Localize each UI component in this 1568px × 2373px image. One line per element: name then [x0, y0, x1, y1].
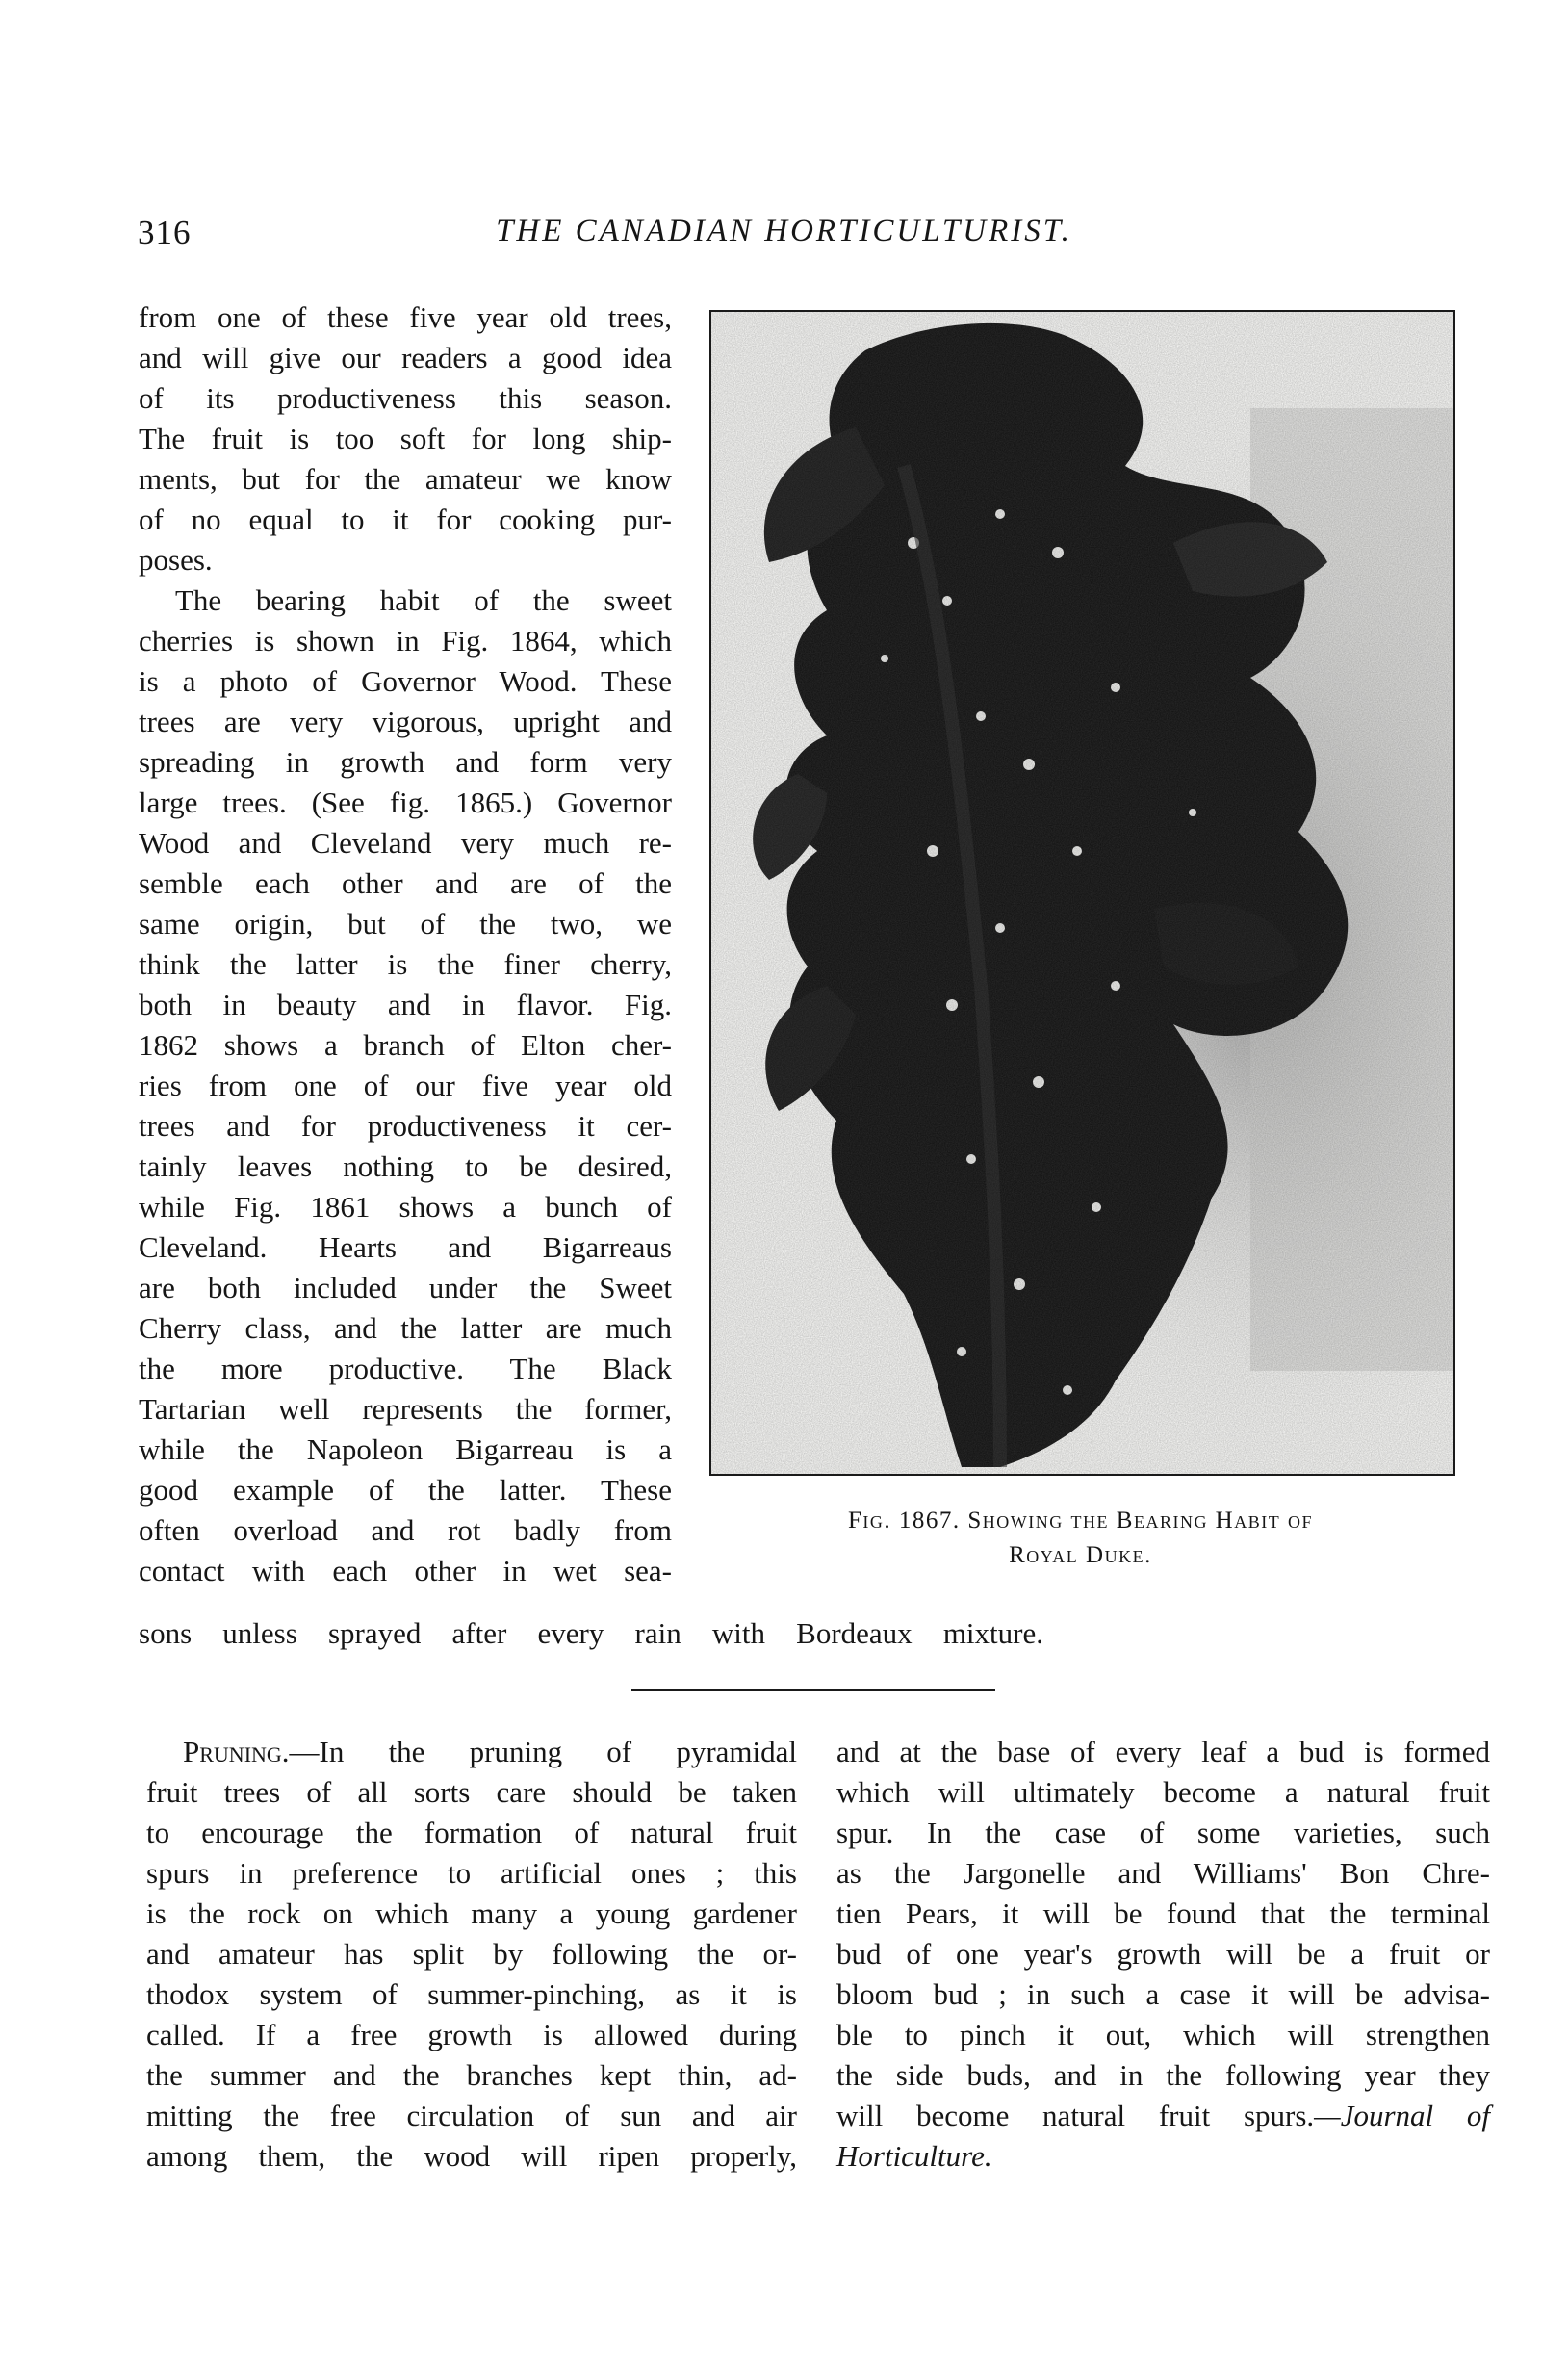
- text-line: same origin, but of the two, we: [139, 907, 672, 941]
- text-line: which will ultimately become a natural fruit: [836, 1775, 1490, 1809]
- text-line: while the Napoleon Bigarreau is a: [139, 1432, 672, 1466]
- text-line: Tartarian well represents the former,: [139, 1392, 672, 1426]
- text-line: think the latter is the finer cherry,: [139, 947, 672, 981]
- text-line: tien Pears, it will be found that the terminal: [836, 1896, 1490, 1930]
- text-line: often overload and rot badly from: [139, 1513, 672, 1547]
- text-line: spurs in preference to artificial ones ; this: [146, 1856, 797, 1890]
- page-number: 316: [138, 214, 192, 251]
- text-line: of its productiveness this season.: [139, 381, 672, 415]
- pruning-heading: Pruning.: [183, 1735, 290, 1768]
- figure-caption: [709, 1504, 1452, 1538]
- text-line: cherries is shown in Fig. 1864, which: [139, 624, 672, 658]
- text-line: to encourage the formation of natural fruit: [146, 1816, 797, 1849]
- text-line: as the Jargonelle and Williams' Bon Chre-: [836, 1856, 1490, 1890]
- text-line: among them, the wood will ripen properly,: [146, 2139, 797, 2173]
- text-line: the side buds, and in the following year they: [836, 2058, 1490, 2092]
- paragraph-first-line: The bearing habit of the sweet: [175, 583, 672, 617]
- full-width-line: sons unless sprayed after every rain with Bordeaux mixture.: [139, 1616, 1043, 1650]
- text-line: while Fig. 1861 shows a bunch of: [139, 1190, 672, 1224]
- text-line: poses.: [139, 543, 213, 577]
- text-line: [836, 2096, 1490, 2136]
- paragraph-first-line: [183, 1732, 797, 1772]
- text-line: Cleveland. Hearts and Bigarreaus: [139, 1230, 672, 1264]
- text-line: and will give our readers a good idea: [139, 341, 672, 374]
- caption-line-2: Royal Duke.: [1009, 1542, 1152, 1568]
- text-line: spur. In the case of some varieties, such: [836, 1816, 1490, 1849]
- text-line: called. If a free growth is allowed during: [146, 2018, 797, 2051]
- section-divider: [631, 1689, 995, 1691]
- text-line: is the rock on which many a young gardener: [146, 1896, 797, 1930]
- text-line: the summer and the branches kept thin, ad-: [146, 2058, 797, 2092]
- figure-photo: [709, 310, 1455, 1476]
- text-line: trees are very vigorous, upright and: [139, 705, 672, 738]
- source-citation: —Journal of: [1314, 2099, 1490, 2132]
- text-line: spreading in growth and form very: [139, 745, 672, 779]
- text-line: Wood and Cleveland very much re-: [139, 826, 672, 860]
- text-line: is a photo of Governor Wood. These: [139, 664, 672, 698]
- text-line: —In the pruning of pyramidal: [289, 1735, 797, 1768]
- text-line: ments, but for the amateur we know: [139, 462, 672, 496]
- text-line: from one of these five year old trees,: [139, 300, 672, 334]
- text-line: ble to pinch it out, which will strengthen: [836, 2018, 1490, 2051]
- running-title: THE CANADIAN HORTICULTURIST.: [496, 214, 1072, 248]
- text-line: mitting the free circulation of sun and air: [146, 2099, 797, 2132]
- text-line: bloom bud ; in such a case it will be advisa-: [836, 1977, 1490, 2011]
- figure-caption-cont: [709, 1538, 1452, 1573]
- text-line: trees and for productiveness it cer-: [139, 1109, 672, 1143]
- text-line: and amateur has split by following the or-: [146, 1937, 797, 1971]
- text-line-content: will become natural fruit spurs.: [836, 2099, 1315, 2132]
- text-line: the more productive. The Black: [139, 1352, 672, 1385]
- text-line: The fruit is too soft for long ship-: [139, 422, 672, 455]
- text-line: and at the base of every leaf a bud is formed: [836, 1735, 1490, 1768]
- text-line: large trees. (See fig. 1865.) Governor: [139, 786, 672, 819]
- cherry-branch-photo: [711, 312, 1453, 1474]
- text-line: 1862 shows a branch of Elton cher-: [139, 1028, 672, 1062]
- text-line: are both included under the Sweet: [139, 1271, 672, 1304]
- text-line: Cherry class, and the latter are much: [139, 1311, 672, 1345]
- text-line: thodox system of summer-pinching, as it is: [146, 1977, 797, 2011]
- text-line: of no equal to it for cooking pur-: [139, 503, 672, 536]
- source-citation-cont: Horticulture.: [836, 2139, 992, 2173]
- text-line: both in beauty and in flavor. Fig.: [139, 988, 672, 1021]
- text-line: ries from one of our five year old: [139, 1069, 672, 1102]
- text-line: good example of the latter. These: [139, 1473, 672, 1507]
- text-line: contact with each other in wet sea-: [139, 1554, 672, 1587]
- text-line: semble each other and are of the: [139, 866, 672, 900]
- caption-line-1: Fig. 1867. Showing the Bearing Habit of: [848, 1508, 1313, 1534]
- text-line: bud of one year's growth will be a fruit or: [836, 1937, 1490, 1971]
- text-line: tainly leaves nothing to be desired,: [139, 1149, 672, 1183]
- text-line: fruit trees of all sorts care should be taken: [146, 1775, 797, 1809]
